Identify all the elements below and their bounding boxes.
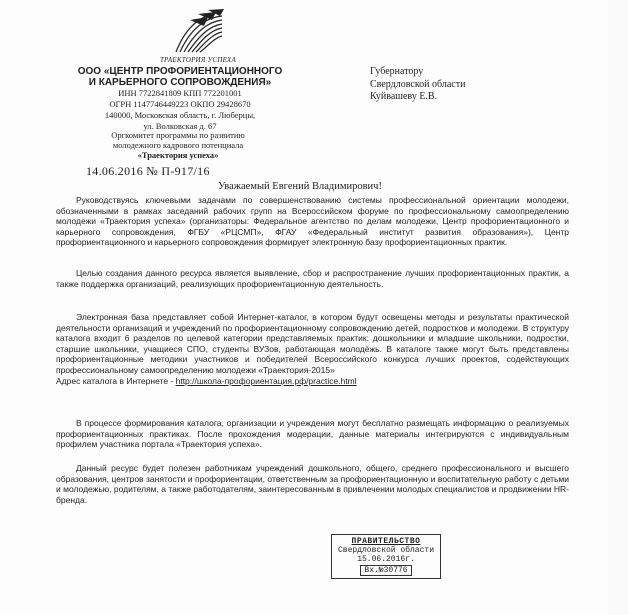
- stamp-line1: ПРАВИТЕЛЬСТВО: [351, 537, 421, 546]
- incoming-stamp: [331, 534, 441, 579]
- org-inn: ИНН 7722841809 КПП 772201001: [118, 88, 242, 98]
- org-ogrn: ОГРН 1147746449223 ОКПО 29428670: [109, 99, 251, 109]
- stamp-line2: Свердловской области: [337, 546, 434, 555]
- council-line2: молодежного кадрового потенциала: [112, 140, 244, 150]
- recipient-line3: Куйвашеву Е.В.: [370, 91, 438, 102]
- organization-block: [60, 66, 300, 132]
- paragraph-3: [56, 312, 569, 386]
- org-address-line2: ул. Волковская д. 67: [143, 121, 217, 131]
- date-and-number: 14.06.2016 № П-917/16: [86, 164, 210, 178]
- paragraph-5: [56, 463, 569, 505]
- paragraph-3-text: Электронная база представляет собой Интернет-каталог, в котором будут освещены методы и результаты практической деятельности организаций и учреждений по профориентационному сопровождению детей, подростков и молодежи. В структуру каталога входит 6 разделов по целевой категории представляемых практик: дошкольники и младшие школьники, подростки, старшие школьники, учащиеся СПО, студенты ВУЗов, работающая молодёжь. В каталоге также могут быть представлены профориентационные методики участников и победителей Всероссийского конкурса лучших проектов, содействующих профессиональному самоопределению молодежи «Траектория-2015»: [56, 312, 569, 375]
- stamp-line3: 15.06.2016г.: [357, 555, 415, 564]
- catalog-link[interactable]: http://школа-профориентация.рф/practice.html: [175, 375, 357, 386]
- org-name-line2: И КАРЬЕРНОГО СОПРОВОЖДЕНИЯ»: [88, 77, 272, 88]
- stamp-line4: Вх.№30776: [360, 565, 411, 576]
- greeting: Уважаемый Евгений Владимирович!: [218, 181, 382, 192]
- paragraph-4: [56, 418, 569, 450]
- recipient-block: [370, 66, 465, 104]
- catalog-address-line: [56, 376, 569, 387]
- paragraph-1-text: Руководствуясь ключевыми задачами по совершенствованию системы профессиональной ориентации молодежи, обозначенными в рамках заседаний рабочих групп на Всероссийском форуме по профессиональному самоопределению молодежи «Траектория успеха» (организаторы: Федеральное агентство по делам молодежи, Центр профориентационного и карьерного сопровождения, ФГБУ «РЦСМП», ФГАУ «Федеральный институт развития образования»), Центр профориентационного и карьерного сопровождения формирует электронную базу профориентационных практик.: [56, 195, 569, 248]
- paragraph-5-text: Данный ресурс будет полезен работникам учреждений дошкольного, общего, среднего профессионального и высшего образования, центров занятости и профориентации, ответственным за профориентационную и воспитательную работу с детьми и молодежью, родителям, а также работодателям, заинтересованным в привлечении молодых специалистов и продвижении HR-бренда.: [56, 463, 570, 505]
- paragraph-4-text: В процессе формирования каталога, организации и учреждения могут бесплатно размещать информацию о реализуемых профориентационных практиках. После прохождения модерации, данные материалы интегрируются с индивидуальным профилем участника портала «Траектория успеха».: [56, 418, 569, 450]
- council-block: [78, 130, 278, 160]
- recipient-line1: Губернатору: [370, 66, 424, 77]
- trajectory-logo-icon: [168, 6, 228, 58]
- paragraph-2-text: Целью создания данного ресурса является выявление, сбор и распространение лучших профориентационных практик, а также поддержка организаций, реализующих профориентационную деятельность.: [56, 268, 569, 289]
- council-line3: «Траектория успеха»: [137, 150, 219, 160]
- catalog-address-prefix: Адрес каталога в Интернете -: [56, 375, 176, 386]
- paragraph-1: [56, 195, 569, 248]
- scan-edge: [608, 0, 628, 615]
- org-name-line1: ООО «ЦЕНТР ПРОФОРИЕНТАЦИОННОГО: [77, 66, 283, 77]
- org-address-line1: 140000, Московская область, г. Люберцы,: [104, 110, 256, 120]
- recipient-line2: Свердловской области: [370, 78, 466, 90]
- council-line1: Оргкомитет программы по развитию: [111, 130, 245, 140]
- logo-caption: ТРАЕКТОРИЯ УСПЕХА: [159, 56, 237, 64]
- paragraph-2: [56, 268, 569, 289]
